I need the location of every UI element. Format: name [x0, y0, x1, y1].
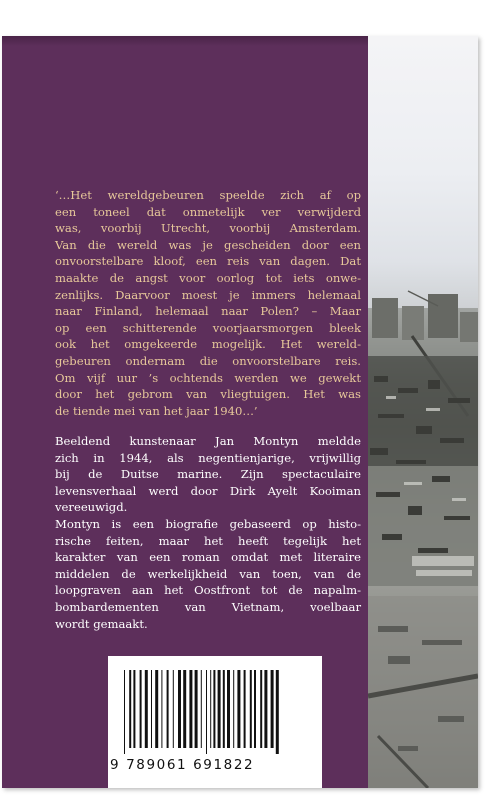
barcode-bar: [201, 670, 202, 748]
quote-line: door het gebrom van vliegtuigen. Het was: [55, 387, 361, 402]
barcode-bar: [178, 670, 181, 748]
barcode-bar: [195, 670, 198, 748]
barcode-bars: [122, 670, 308, 754]
barcode-bar: [206, 670, 207, 754]
quote-line: naar Finland, helemaal naar Polen? – Maar: [55, 304, 361, 319]
quote-text: [55, 187, 361, 419]
blurb-line: rische feiten, maar het heeft tegelijk het: [55, 533, 361, 548]
quote-line: ook het omgekeerde mogelijk. Het wereld-: [55, 337, 361, 352]
blurb-line: zich in 1944, als negentienjarige, vrijwillig: [55, 450, 361, 465]
barcode-bar: [250, 670, 252, 748]
blurb-line: loopgraven aan het Oostfront tot de napalm-: [55, 583, 361, 598]
blurb-line: bombardementen van Vietnam, voelbaar: [55, 599, 361, 614]
barcode-bar: [213, 670, 215, 748]
barcode-bar: [218, 670, 221, 748]
barcode-bar: [223, 670, 225, 748]
war-ruins-photo: [368, 36, 478, 788]
blurb-line: middelen de werkelijkheid van toen, van de: [55, 566, 361, 581]
quote-line: maakte de angst voor oorlog tot iets onwe-: [55, 270, 361, 285]
quote-line: de tiende mei van het jaar 1940…’: [55, 403, 258, 418]
barcode-bar: [237, 670, 240, 748]
quote-line: was, voorbij Utrecht, voorbij Amsterdam.: [55, 221, 361, 236]
barcode-bar: [189, 670, 192, 748]
barcode-bar: [183, 670, 186, 748]
blurb-line: bij de Duitse marine. Zijn spectaculaire: [55, 467, 361, 482]
quote-line: op een schitterende voorjaarsmorgen bleek: [55, 320, 361, 335]
blurb-line: Beeldend kunstenaar Jan Montyn meldde: [55, 434, 361, 448]
ruins-photo-drawing: [368, 36, 478, 788]
barcode-bar: [151, 670, 152, 748]
quote-line: gebeuren ondernam die onvoorstelbare reis.: [55, 353, 361, 368]
barcode-bar: [264, 670, 267, 748]
blurb-line: wordt gemaakt.: [55, 616, 148, 631]
barcode-bar: [271, 670, 274, 748]
barcode-bar: [233, 670, 234, 748]
barcode-bar: [133, 670, 135, 748]
barcode-bar: [140, 670, 142, 748]
barcode-bar: [145, 670, 148, 748]
blurb-line: Montyn is een biografie gebaseerd op histo-: [55, 516, 361, 531]
barcode-bar: [124, 670, 125, 754]
quote-line: Van die wereld was je gescheiden door een: [55, 237, 361, 252]
blurb-line: levensverhaal werd door Dirk Ayelt Kooiman: [55, 483, 361, 498]
barcode-bar: [129, 670, 131, 748]
blurb-line: vereeuwigd.: [55, 500, 128, 515]
blurb-line: karakter van een roman omdat met literaire: [55, 550, 361, 565]
barcode-bar: [161, 670, 162, 748]
isbn-barcode: [108, 656, 322, 788]
quote-line: ‘…Het wereldgebeuren speelde zich af op: [55, 188, 361, 202]
barcode-bar: [155, 670, 158, 748]
quote-line: een toneel dat onmetelijk ver verwijderd: [55, 204, 361, 219]
barcode-bar: [276, 670, 279, 754]
barcode-digits: 9 789061 691822: [110, 757, 255, 773]
back-cover: [2, 36, 478, 788]
quote-line: zenlijks. Daarvoor moest je immers helemaal: [55, 287, 361, 302]
barcode-bar: [254, 670, 256, 748]
blurb-text: [55, 433, 361, 632]
barcode-bar: [244, 670, 246, 748]
barcode-bar: [227, 670, 230, 748]
quote-line: Om vijf uur ’s ochtends werden we gewekt: [55, 370, 361, 385]
barcode-bar: [173, 670, 174, 748]
barcode-bar: [210, 670, 211, 748]
barcode-bar: [260, 670, 262, 748]
quote-line: onvoorstelbare kloof, een reis van dagen. Dat: [55, 254, 361, 269]
barcode-bar: [167, 670, 169, 748]
